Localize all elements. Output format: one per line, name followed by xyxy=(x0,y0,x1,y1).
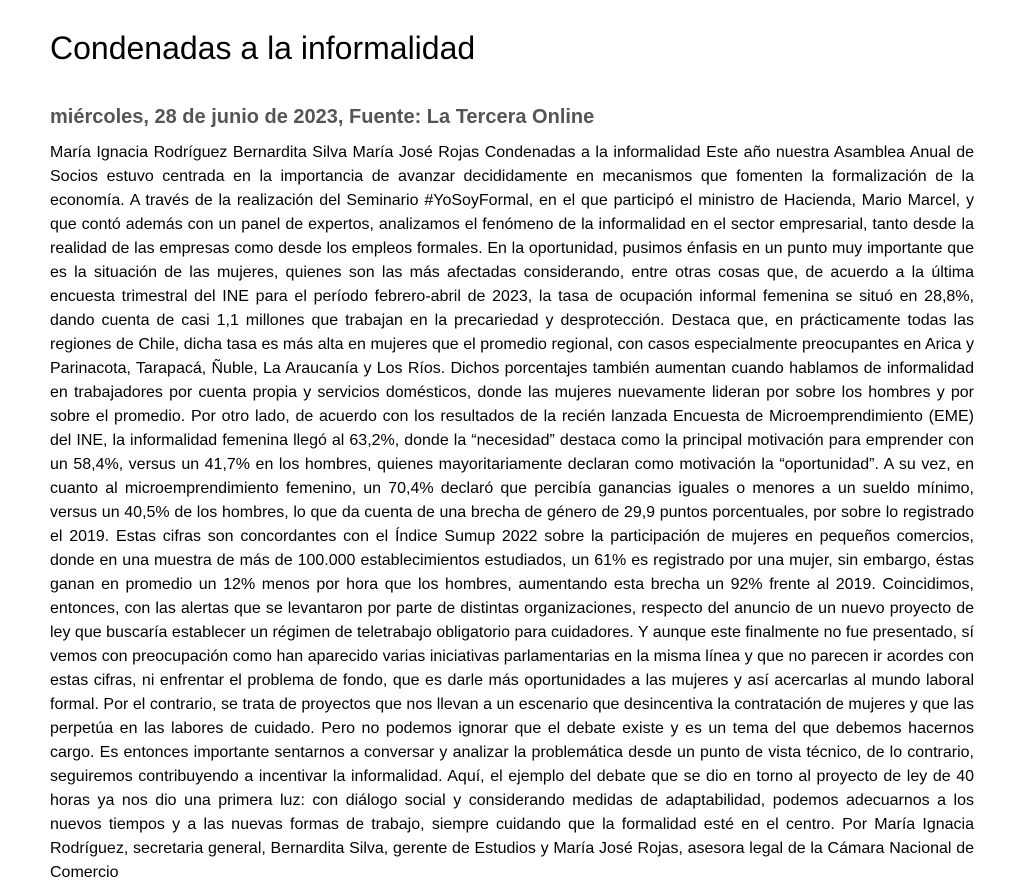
article-date-source: miércoles, 28 de junio de 2023, Fuente: La Tercera Online xyxy=(50,106,595,128)
article-body: María Ignacia Rodríguez Bernardita Silva María José Rojas Condenadas a la informalidad Este año nuestra Asamblea Anual de Socios estuvo centrada en la importancia de avanzar decididamente en mecanismos que fomenten la formalización de la economía. A través de la realización del Seminario #YoSoyFormal, en el que participó el ministro de Hacienda, Mario Marcel, y que contó además con un panel de expertos, analizamos el fenómeno de la informalidad en el sector empresarial, tanto desde la realidad de las empresas como desde los empleos formales. En la oportunidad, pusimos énfasis en un punto muy importante que es la situación de las mujeres, quienes son las más afectadas considerando, entre otras cosas que, de acuerdo a la última encuesta trimestral del INE para el período febrero-abril de 2023, la tasa de ocupación informal femenina se situó en 28,8%, dando cuenta de casi 1,1 millones que trabajan en la precariedad y desprotección. Destaca que, en prácticamente todas las regiones de Chile, dicha tasa es más alta en mujeres que el promedio regional, con casos especialmente preocupantes en Arica y Parinacota, Tarapacá, Ñuble, La Araucanía y Los Ríos. Dichos porcentajes también aumentan cuando hablamos de informalidad en trabajadores por cuenta propia y servicios domésticos, donde las mujeres nuevamente lideran por sobre los hombres y por sobre el promedio. Por otro lado, de acuerdo con los resultados de la recién lanzada Encuesta de Microemprendimiento (EME) del INE, la informalidad femenina llegó al 63,2%, donde la “necesidad” destaca como la principal motivación para emprender con un 58,4%, versus un 41,7% en los hombres, quienes mayoritariamente declaran como motivación la “oportunidad”. A su vez, en cuanto al microemprendimiento femenino, un 70,4% declaró que percibía ganancias iguales o menores a un sueldo mínimo, versus un 40,5% de los hombres, lo que da cuenta de una brecha de género de 29,9 puntos porcentuales, por sobre lo registrado el 2019. Estas cifras son concordantes con el Índice Sumup 2022 sobre la participación de mujeres en pequeños comercios, donde en una muestra de más de 100.000 establecimientos estudiados, un 61% es registrado por una mujer, sin embargo, éstas ganan en promedio un 12% menos por hora que los hombres, aumentando esta brecha un 92% frente al 2019. Coincidimos, entonces, con las alertas que se levantaron por parte de distintas organizaciones, respecto del anuncio de un nuevo proyecto de ley que buscaría establecer un régimen de teletrabajo obligatorio para cuidadores. Y aunque este finalmente no fue presentado, sí vemos con preocupación como han aparecido varias iniciativas parlamentarias en la misma línea y que no parecen ir acordes con estas cifras, ni enfrentar el problema de fondo, que es darle más oportunidades a las mujeres y así acercarlas al mundo laboral formal. Por el contrario, se trata de proyectos que nos llevan a un escenario que desincentiva la contratación de mujeres y que las perpetúa en las labores de cuidado. Pero no podemos ignorar que el debate existe y es un tema del que debemos hacernos cargo. Es entonces importante sentarnos a conversar y analizar la problemática desde un punto de vista técnico, de lo contrario, seguiremos contribuyendo a incentivar la informalidad. Aquí, el ejemplo del debate que se dio en torno al proyecto de ley de 40 horas ya nos dio una primera luz: con diálogo social y considerando medidas de adaptabilidad, podemos adecuarnos a los nuevos tiempos y a las nuevas formas de trabajo, siempre cuidando que la formalidad esté en el centro. Por María Ignacia Rodríguez, secretaria general, Bernardita Silva, gerente de Estudios y María José Rojas, asesora legal de la Cámara Nacional de Comercio xyxy=(50,144,974,881)
article-title: Condenadas a la informalidad xyxy=(50,30,476,66)
